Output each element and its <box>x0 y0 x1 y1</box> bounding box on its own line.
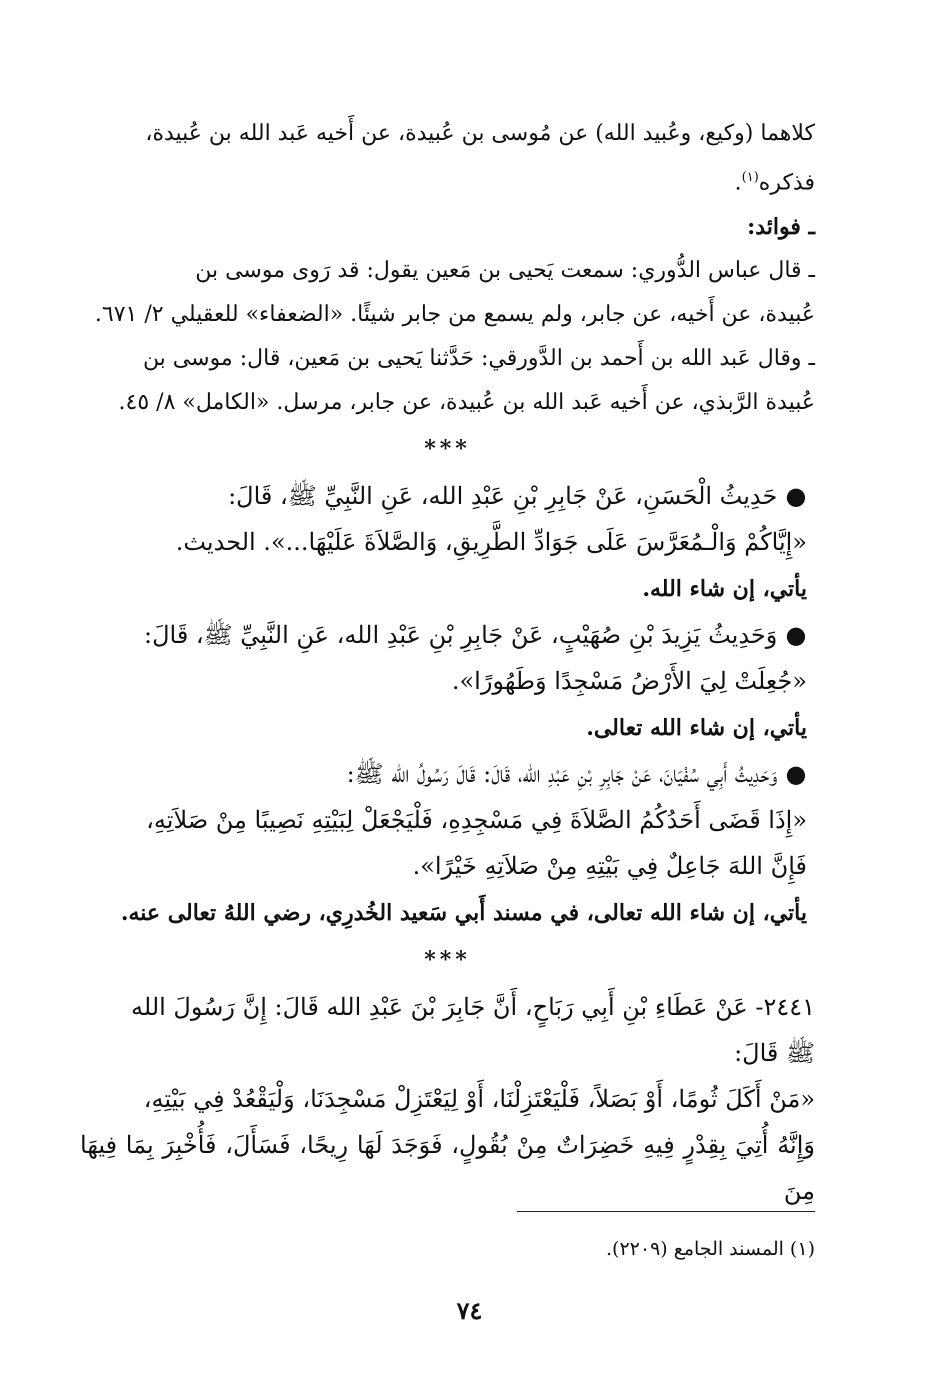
benefit-1-line-1: ـ قال عباس الدُّوري: سمعت يَحيى بن مَعين يقول: قد رَوى موسى بن <box>195 258 815 284</box>
bullet-item-3 <box>80 751 815 936</box>
hadith-2441 <box>80 984 815 1214</box>
bullet-1-line-1: حَدِيثُ الْحَسَنِ، عَنْ جَابِرِ بْنِ عَبْدِ الله، عَنِ النَّبِيِّ ﷺ، قَالَ: <box>228 482 778 511</box>
hadith-quote-line-1: «مَنْ أَكَلَ ثُومًا، أَوْ بَصَلاً، فَلْيَعْتَزِلْنَا، أَوْ لِيَعْتَزِلْ مَسْجِدَنَا، وَلْيَقْعُدْ فِي بَيْتِهِ، <box>143 1085 815 1114</box>
footnote-divider <box>517 1211 815 1212</box>
bullet-3-line-2: «إِذَا قَضَى أَحَدُكُمُ الصَّلاَةَ فِي مَسْجِدِهِ، فَلْيَجْعَلْ لِبَيْتِهِ نَصِيبًا مِنْ صَلاَتِهِ، <box>146 806 807 835</box>
bullet-3-line-4: يأتي، إن شاء الله تعالى، في مسند أَبي سَعيد الخُدرِي، رضي اللهُ تعالى عنه. <box>120 900 807 927</box>
intro-line-2-end: . <box>734 170 742 196</box>
bullet-2-line-1: وَحَدِيثُ يَزِيدَ بْنِ صُهَيْبٍ، عَنْ جَابِرِ بْنِ عَبْدِ الله، عَنِ النَّبِيِّ ﷺ، قَالَ: <box>143 621 778 650</box>
benefit-2-line-1: ـ وقال عَبد الله بن أَحمد بن الدَّورقي: حَدَّثنا يَحيى بن مَعين، قال: موسى بن <box>142 346 815 372</box>
hadith-quote-line-2: وَإِنَّهُ أُتِيَ بِقِدْرٍ فِيهِ خَضِرَاتٌ مِنْ بُقُولٍ، فَوَجَدَ لَهَا رِيحًا، فَسَأَلَ، فَأُخْبِرَ بِمَا فِيهَا مِنَ <box>80 1131 815 1206</box>
bullet-2-line-2: «جُعِلَتْ لِيَ الأَرْضُ مَسْجِدًا وَطَهُورًا». <box>451 667 807 696</box>
hadith-line-2: ﷺ قَالَ: <box>734 1039 815 1068</box>
bullet-3-line-1: وَحَدِيثُ أَبِي سُفْيَانَ، عَنْ جَابِرِ بْنِ عَبْدِ الله، قَالَ: قَالَ رَسُولُ الله ﷺ: <box>346 760 778 789</box>
hadith-number-line: ٢٤٤١- عَنْ عَطَاءِ بْنِ أَبِي رَبَاحٍ، أَنَّ جَابِرَ بْنَ عَبْدِ الله قَالَ: إِنَّ رَسُولَ الله <box>131 993 815 1022</box>
benefit-paragraph-1 <box>80 249 815 337</box>
bullet-1-line-3: يأتي، إن شاء الله. <box>642 576 807 603</box>
bullet-1-line-2: «إِيَّاكُمْ وَالْـمُعَرَّسَ عَلَى جَوَادِّ الطَّرِيقِ، وَالصَّلاَةَ عَلَيْهَا...». الحديث. <box>175 528 807 557</box>
intro-line-2: فذكره <box>758 170 815 196</box>
benefit-paragraph-2 <box>80 337 815 425</box>
section-separator: *** <box>424 947 471 974</box>
bullet-item-2 <box>80 612 815 751</box>
footnote-reference[interactable]: (١) <box>741 170 759 185</box>
page-body <box>80 112 815 1214</box>
bullet-marker: ● <box>785 482 807 511</box>
footnote: (١) المسند الجامع (٢٢٠٩). <box>606 1238 815 1260</box>
intro-paragraph <box>80 112 815 205</box>
bullet-marker: ● <box>785 621 807 650</box>
intro-line-1: كلاهما (وكيع، وعُبيد الله) عن مُوسى بن عُبيدة، عن أَخيه عَبد الله بن عُبيدة، <box>145 121 815 146</box>
bullet-2-line-3: يأتي، إن شاء الله تعالى. <box>586 715 807 742</box>
page-number: ٧٤ <box>456 1296 483 1325</box>
bullet-3-line-3: فَإِنَّ اللهَ جَاعِلٌ فِي بَيْتِهِ مِنْ صَلاَتِهِ خَيْرًا». <box>412 852 807 881</box>
benefits-heading: ـ فوائد: <box>747 214 815 241</box>
benefit-2-line-2: عُبيدة الرَّبذي، عن أَخيه عَبد الله بن عُبيدة، عن جابر، مرسل. «الكامل» ٨/ ٤٥. <box>118 390 815 416</box>
benefit-1-line-2: عُبيدة، عن أَخيه، عن جابر، ولم يسمع من جابر شيئًا. «الضعفاء» للعقيلي ٢/ ٦٧١. <box>94 302 815 328</box>
section-separator: *** <box>424 436 471 463</box>
bullet-marker: ● <box>785 760 807 789</box>
bullet-item-1 <box>80 473 815 612</box>
